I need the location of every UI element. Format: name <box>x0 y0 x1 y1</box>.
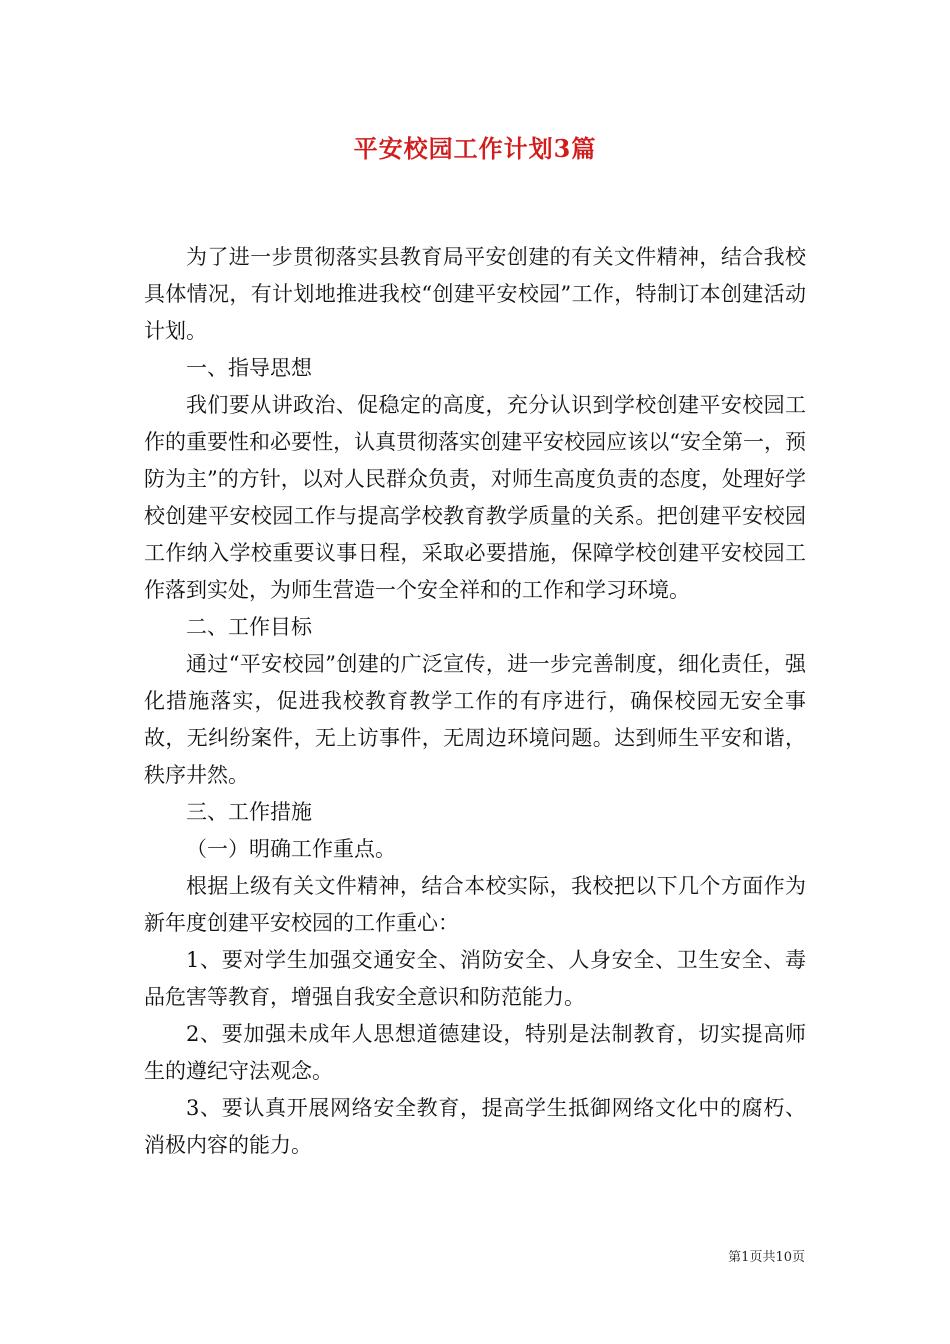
guiding-ideology-paragraph: 我们要从讲政治、促稳定的高度，充分认识到学校创建平安校园工作的重要性和必要性，认真贯彻落实创建平安校园应该以“安全第一，预防为主”的方针，以对人民群众负责，对师生高度负责的态度，处理好学校创建平安校园工作与提高学校教育教学质量的关系。把创建平安校园工作纳入学校重要议事日程，采取必要措施，保障学校创建平安校园工作落到实处，为师生营造一个安全祥和的工作和学习环境。 <box>144 393 806 602</box>
document-body <box>144 239 806 1164</box>
document-title: 平安校园工作计划3篇 <box>353 134 597 163</box>
work-goals-paragraph: 通过“平安校园”创建的广泛宣传，进一步完善制度，细化责任，强化措施落实，促进我校教育教学工作的有序进行，确保校园无安全事故，无纠纷案件，无上访事件，无周边环境问题。达到师生平安和谐，秩序井然。 <box>144 652 806 787</box>
list-item-1: 1、要对学生加强交通安全、消防安全、人身安全、卫生安全、毒品危害等教育，增强自我安全意识和防范能力。 <box>144 948 806 1009</box>
section-heading-work-goals: 二、工作目标 <box>186 615 312 639</box>
page-number-footer: 第1页共10页 <box>728 1250 805 1265</box>
subsection-heading-key-points: （一）明确工作重点。 <box>186 837 396 861</box>
list-item-2: 2、要加强未成年人思想道德建设，特别是法制教育，切实提高师生的遵纪守法观念。 <box>144 1022 806 1083</box>
intro-paragraph: 为了进一步贯彻落实县教育局平安创建的有关文件精神，结合我校具体情况，有计划地推进我校“创建平安校园”工作，特制订本创建活动计划。 <box>144 245 806 343</box>
section-heading-work-measures: 三、工作措施 <box>186 800 312 824</box>
key-points-paragraph: 根据上级有关文件精神，结合本校实际，我校把以下几个方面作为新年度创建平安校园的工作重心： <box>144 874 806 935</box>
section-heading-guiding-ideology: 一、指导思想 <box>186 356 312 380</box>
list-item-3: 3、要认真开展网络安全教育，提高学生抵御网络文化中的腐朽、消极内容的能力。 <box>144 1096 806 1157</box>
